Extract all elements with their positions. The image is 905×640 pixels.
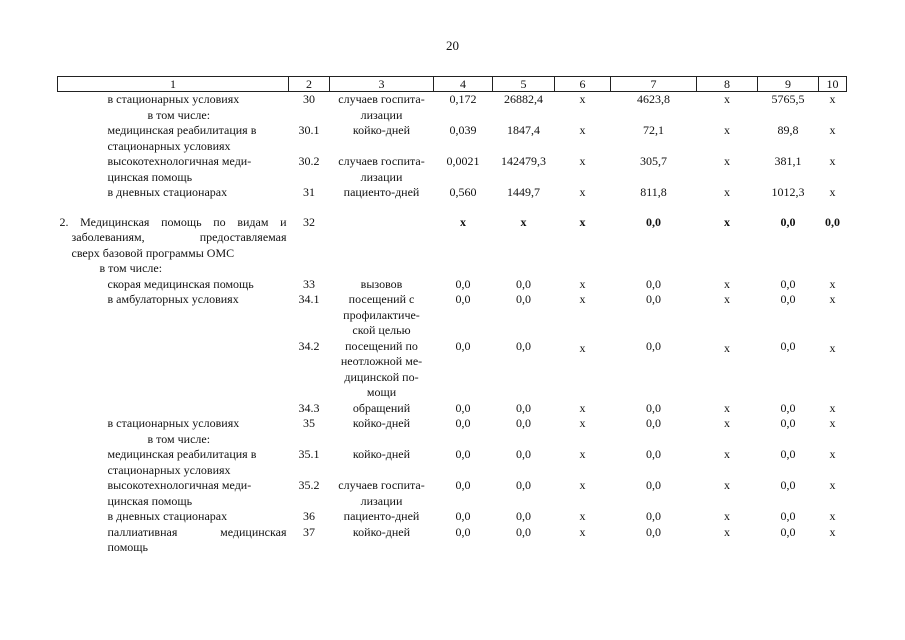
row-label xyxy=(58,339,289,401)
cell-value: х xyxy=(829,447,836,461)
table-row xyxy=(58,401,847,417)
cell-value: 0,0 xyxy=(455,478,471,492)
cell-value: х xyxy=(579,524,586,539)
row-unit: пациенто-дней xyxy=(343,509,420,523)
col-header: 10 xyxy=(819,77,847,92)
row-code: 34.1 xyxy=(298,292,320,306)
cell-value: х xyxy=(579,400,586,415)
cell-value: х xyxy=(579,447,586,461)
cell-value: 0,0 xyxy=(780,338,796,353)
col-header: 9 xyxy=(758,77,819,92)
cell-value: 0,0 xyxy=(646,478,661,492)
row-code: 34.2 xyxy=(298,338,320,353)
cell-value: 0,0 xyxy=(646,447,661,461)
col-header: 7 xyxy=(611,77,697,92)
table-row xyxy=(58,154,847,185)
cell-value: х xyxy=(579,214,586,229)
cell-value: 0,0 xyxy=(780,478,796,492)
row-label: в стационарных условиях в том числе: xyxy=(107,92,240,122)
cell-value: 0,0 xyxy=(455,524,471,539)
spacer-row xyxy=(58,201,847,215)
row-code: 36 xyxy=(303,509,315,523)
cell-value: х xyxy=(579,185,586,199)
row-code: 32 xyxy=(303,214,315,229)
cell-value: 1847,4 xyxy=(507,123,540,137)
cell-value: 142479,3 xyxy=(501,154,546,168)
cell-value: 305,7 xyxy=(640,154,667,168)
row-label: в дневных стационарах xyxy=(107,185,228,199)
cell-value: х xyxy=(829,292,836,306)
cell-value: х xyxy=(724,509,730,523)
row-label: медицинская реабилитация в стационарных условиях xyxy=(107,123,257,153)
table-row xyxy=(58,509,847,525)
cell-value: 1012,3 xyxy=(771,185,805,199)
row-code: 37 xyxy=(303,524,315,539)
row-unit: случаев госпита- лизации xyxy=(338,154,425,184)
col-header: 4 xyxy=(434,77,493,92)
cell-value: 0,560 xyxy=(449,185,477,199)
col-header: 3 xyxy=(330,77,434,92)
row-label: высокотехнологичная меди- цинская помощь xyxy=(107,154,252,184)
cell-value: х xyxy=(724,416,730,430)
row-label: медицинская реабилитация в стационарных условиях xyxy=(107,447,257,477)
cell-value: 0,0 xyxy=(455,400,471,415)
col-header: 8 xyxy=(697,77,758,92)
cell-value: х xyxy=(829,478,836,492)
table-row xyxy=(58,292,847,339)
page-number: 20 xyxy=(446,38,459,53)
header-row xyxy=(58,77,847,92)
cell-value: 0,0 xyxy=(516,509,531,523)
row-code: 30.2 xyxy=(298,154,320,168)
cell-value: х xyxy=(829,92,836,106)
row-label: в стационарных условиях в том числе: xyxy=(107,416,240,446)
cell-value: х xyxy=(579,478,586,492)
cell-value: 0,0 xyxy=(516,338,531,353)
cell-value: 0,0 xyxy=(825,214,840,229)
data-table xyxy=(57,76,847,556)
cell-value: 0,0 xyxy=(780,447,796,461)
cell-value: 0,0 xyxy=(516,400,531,415)
cell-value: 0,0 xyxy=(516,447,531,461)
cell-value: 1449,7 xyxy=(507,185,540,199)
cell-value: 0,0 xyxy=(646,416,661,430)
cell-value: х xyxy=(724,185,730,199)
cell-value: х xyxy=(724,154,730,168)
table-row xyxy=(58,185,847,201)
cell-value: х xyxy=(829,524,836,539)
cell-value: х xyxy=(579,340,586,355)
cell-value: х xyxy=(724,276,730,291)
row-code: 35 xyxy=(303,416,315,430)
cell-value: 811,8 xyxy=(640,185,667,199)
cell-value: 0,0 xyxy=(646,338,661,353)
cell-value: х xyxy=(579,154,586,168)
cell-value: х xyxy=(829,123,836,137)
cell-value: 0,0 xyxy=(516,524,531,539)
cell-value: х xyxy=(829,400,836,415)
row-unit: посещений по неотложной ме- дицинской по- мощи xyxy=(340,338,423,399)
table-row xyxy=(58,123,847,154)
cell-value: 0,0 xyxy=(455,292,471,306)
cell-value: х xyxy=(724,447,730,461)
cell-value: х xyxy=(460,214,466,229)
cell-value: 0,0021 xyxy=(446,154,480,168)
row-unit: койко-дней xyxy=(352,447,411,461)
cell-value: 0,0 xyxy=(455,276,471,291)
col-header: 1 xyxy=(58,77,289,92)
table-row xyxy=(58,277,847,293)
row-label: паллиативная медицинская помощь xyxy=(107,524,287,554)
cell-value: 0,0 xyxy=(646,292,661,306)
col-header: 5 xyxy=(493,77,555,92)
cell-value: 0,0 xyxy=(455,338,471,353)
table-row xyxy=(58,339,847,401)
cell-value: х xyxy=(579,509,586,523)
cell-value: х xyxy=(724,524,730,539)
cell-value: х xyxy=(724,478,730,492)
cell-value: х xyxy=(724,123,730,137)
cell-value: х xyxy=(829,154,836,168)
cell-value: х xyxy=(724,400,730,415)
row-code: 33 xyxy=(303,276,315,291)
table-row xyxy=(58,416,847,447)
row-code: 30 xyxy=(303,92,315,106)
row-code: 35.1 xyxy=(298,447,320,461)
cell-value: х xyxy=(829,416,836,430)
row-label: в дневных стационарах xyxy=(107,509,228,523)
row-unit: случаев госпита- лизации xyxy=(338,92,425,122)
cell-value: х xyxy=(829,276,836,291)
cell-value: 0,172 xyxy=(449,92,477,106)
table-row xyxy=(58,215,847,277)
cell-value: 5765,5 xyxy=(771,92,805,106)
row-unit: койко-дней xyxy=(352,524,411,539)
row-label: скорая медицинская помощь xyxy=(107,276,254,291)
cell-value: 4623,8 xyxy=(637,92,670,106)
cell-value: 0,0 xyxy=(455,447,471,461)
cell-value: х xyxy=(829,185,836,199)
cell-value: 381,1 xyxy=(774,154,802,168)
cell-value: 0,0 xyxy=(780,524,796,539)
cell-value: х xyxy=(724,92,730,106)
table-row xyxy=(58,92,847,124)
row-unit: койко-дней xyxy=(352,123,411,137)
cell-value: 0,0 xyxy=(780,509,796,523)
cell-value: х xyxy=(579,276,586,291)
cell-value: х xyxy=(579,123,586,137)
cell-value: х xyxy=(579,292,586,306)
row-unit: посещений с профилактиче- ской целью xyxy=(343,292,420,337)
cell-value: х xyxy=(724,340,730,355)
cell-value: 0,0 xyxy=(780,214,796,229)
col-header: 6 xyxy=(555,77,611,92)
col-header: 2 xyxy=(289,77,330,92)
cell-value: 0,0 xyxy=(780,400,796,415)
cell-value: 0,039 xyxy=(449,123,477,137)
cell-value: 0,0 xyxy=(646,276,661,291)
cell-value: х xyxy=(829,340,836,355)
cell-value: 0,0 xyxy=(646,509,661,523)
row-unit: случаев госпита- лизации xyxy=(338,478,425,508)
row-unit: койко-дней xyxy=(352,416,411,430)
cell-value: 0,0 xyxy=(646,400,661,415)
row-code: 34.3 xyxy=(298,400,320,415)
table-row xyxy=(58,525,847,556)
cell-value: 0,0 xyxy=(455,509,471,523)
cell-value: 0,0 xyxy=(516,416,531,430)
cell-value: 0,0 xyxy=(516,292,531,306)
cell-value: 89,8 xyxy=(777,123,799,137)
cell-value: 0,0 xyxy=(455,416,471,430)
row-code: 30.1 xyxy=(298,123,320,137)
row-unit: пациенто-дней xyxy=(343,185,420,199)
cell-value: 0,0 xyxy=(780,276,796,291)
cell-value: 0,0 xyxy=(646,524,661,539)
cell-value: 0,0 xyxy=(516,276,531,291)
row-unit: вызовов xyxy=(360,276,403,291)
cell-value: х xyxy=(829,509,836,523)
row-unit: обращений xyxy=(352,400,411,415)
row-unit xyxy=(330,215,434,277)
cell-value: 0,0 xyxy=(780,416,796,430)
row-code: 31 xyxy=(303,185,315,199)
cell-value: 0,0 xyxy=(516,478,531,492)
cell-value: 72,1 xyxy=(643,123,664,137)
cell-value: 0,0 xyxy=(780,292,796,306)
row-label: в амбулаторных условиях xyxy=(107,292,239,306)
cell-value: х xyxy=(579,92,586,106)
table-row xyxy=(58,478,847,509)
table-row xyxy=(58,447,847,478)
cell-value: х xyxy=(724,292,730,306)
cell-value: х xyxy=(724,214,730,229)
row-code: 35.2 xyxy=(298,478,320,492)
cell-value: 0,0 xyxy=(646,214,661,229)
cell-value: х xyxy=(520,214,527,229)
row-label xyxy=(58,401,289,417)
row-label: 2. Медицинская помощь по видам и заболеваниям, предоставляемая сверх базовой программы ОМС в том числе: xyxy=(59,214,287,275)
row-label: высокотехнологичная меди- цинская помощь xyxy=(107,478,252,508)
cell-value: 26882,4 xyxy=(504,92,543,106)
cell-value: х xyxy=(579,416,586,430)
